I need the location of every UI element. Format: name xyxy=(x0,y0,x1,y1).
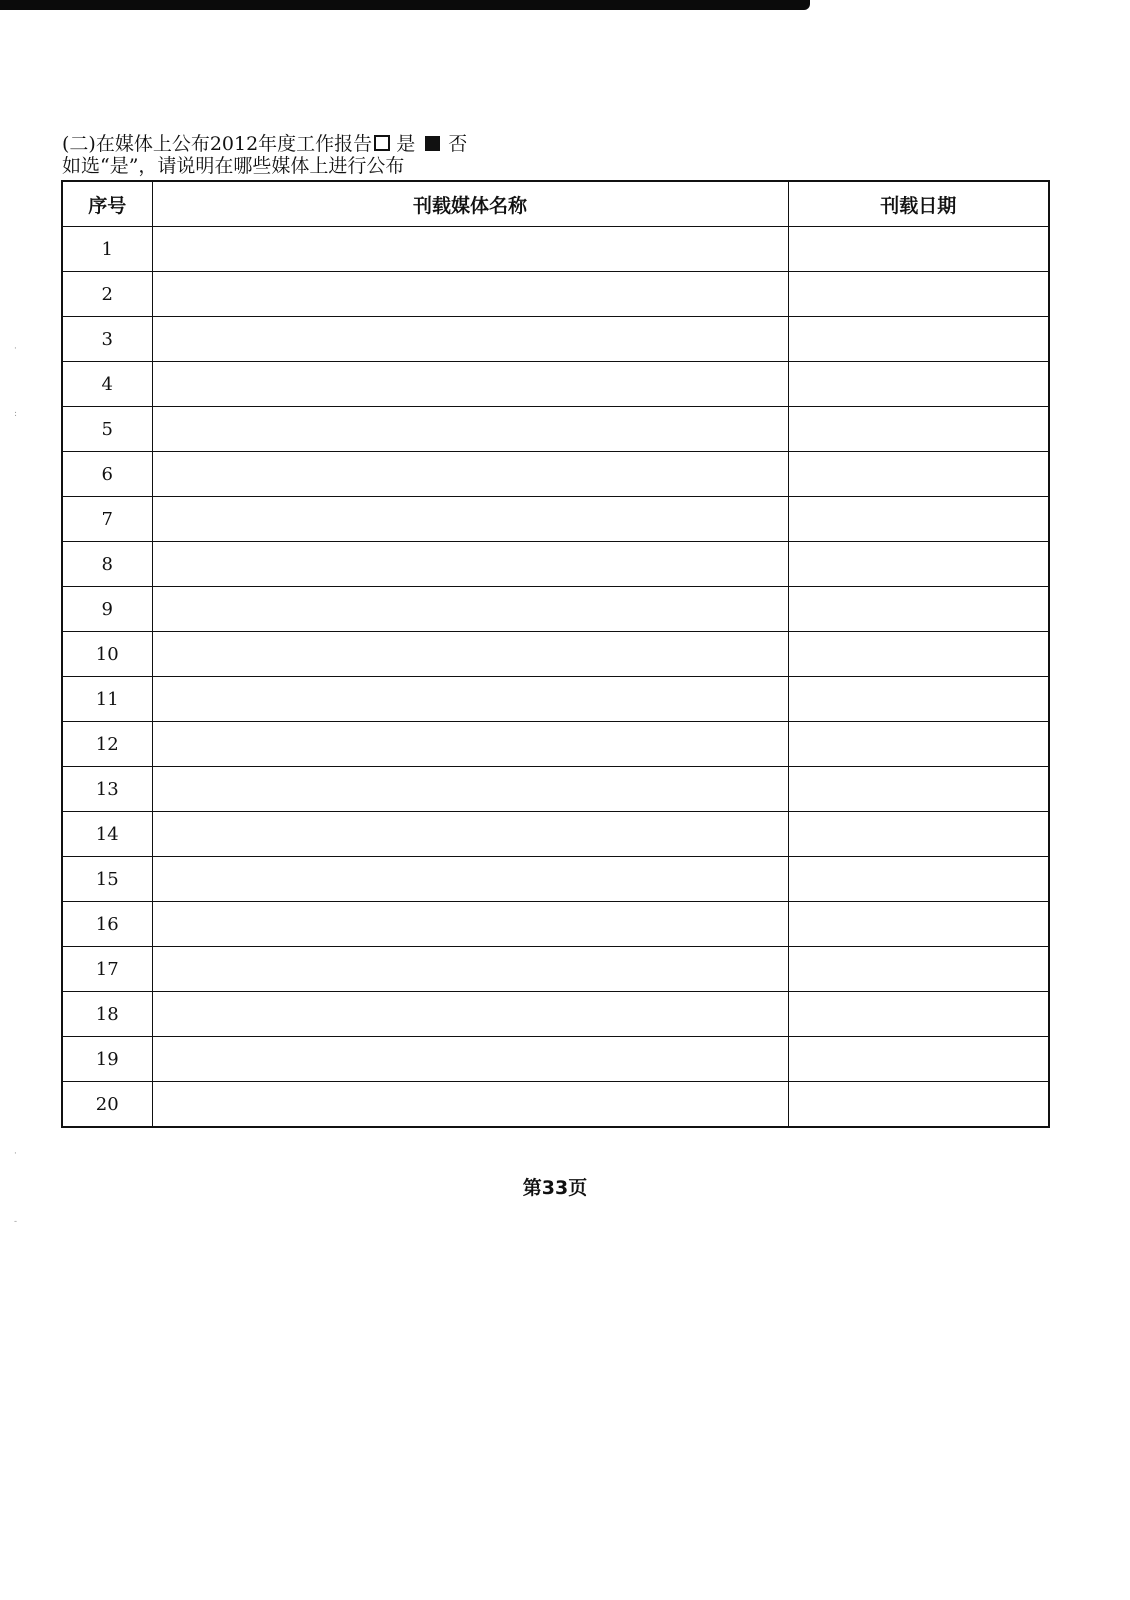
table-header-row xyxy=(62,181,1049,227)
row-number-cell: 16 xyxy=(62,902,152,947)
publish-date-cell[interactable] xyxy=(788,407,1049,452)
publish-date-cell[interactable] xyxy=(788,227,1049,272)
row-number-cell: 1 xyxy=(62,227,152,272)
table-row xyxy=(62,1037,1049,1082)
row-number-cell: 9 xyxy=(62,587,152,632)
table-row xyxy=(62,362,1049,407)
publish-date-cell[interactable] xyxy=(788,317,1049,362)
table-row xyxy=(62,767,1049,812)
publish-date-cell[interactable] xyxy=(788,722,1049,767)
table-row xyxy=(62,317,1049,362)
row-number-cell: 11 xyxy=(62,677,152,722)
publish-date-cell[interactable] xyxy=(788,812,1049,857)
row-number-cell: 17 xyxy=(62,947,152,992)
column-header-media-name: 刊载媒体名称 xyxy=(152,181,788,227)
publish-date-cell[interactable] xyxy=(788,947,1049,992)
publish-date-cell[interactable] xyxy=(788,587,1049,632)
row-number-cell: 4 xyxy=(62,362,152,407)
table-row xyxy=(62,272,1049,317)
media-name-cell[interactable] xyxy=(152,497,788,542)
publish-date-cell[interactable] xyxy=(788,1082,1049,1128)
row-number-cell: 13 xyxy=(62,767,152,812)
publish-question xyxy=(62,133,467,155)
row-number-cell: 7 xyxy=(62,497,152,542)
publish-date-cell[interactable] xyxy=(788,767,1049,812)
row-number-cell: 3 xyxy=(62,317,152,362)
table-body xyxy=(62,227,1049,1128)
media-name-cell[interactable] xyxy=(152,992,788,1037)
media-name-cell[interactable] xyxy=(152,362,788,407)
table-row xyxy=(62,407,1049,452)
row-number-cell: 6 xyxy=(62,452,152,497)
row-number-cell: 20 xyxy=(62,1082,152,1128)
publish-date-cell[interactable] xyxy=(788,992,1049,1037)
row-number-cell: 10 xyxy=(62,632,152,677)
page-number: 第33页 xyxy=(522,1177,588,1199)
media-name-cell[interactable] xyxy=(152,227,788,272)
scan-speck: · xyxy=(14,344,17,354)
publish-question-text: (二)在媒体上公布2012年度工作报告 xyxy=(62,133,373,155)
media-name-cell[interactable] xyxy=(152,632,788,677)
publish-date-cell[interactable] xyxy=(788,902,1049,947)
table-row xyxy=(62,227,1049,272)
media-publication-table xyxy=(61,180,1050,1128)
table-row xyxy=(62,902,1049,947)
table-row xyxy=(62,587,1049,632)
media-name-cell[interactable] xyxy=(152,272,788,317)
table-row xyxy=(62,452,1049,497)
row-number-cell: 14 xyxy=(62,812,152,857)
media-name-cell[interactable] xyxy=(152,902,788,947)
table-row xyxy=(62,497,1049,542)
row-number-cell: 12 xyxy=(62,722,152,767)
publish-date-cell[interactable] xyxy=(788,632,1049,677)
yes-label: 是 xyxy=(396,133,416,155)
row-number-cell: 19 xyxy=(62,1037,152,1082)
table-row xyxy=(62,1082,1049,1128)
scan-speck: : xyxy=(14,409,18,419)
media-name-cell[interactable] xyxy=(152,767,788,812)
no-label: 否 xyxy=(448,133,468,155)
scan-shadow-edge xyxy=(0,0,810,10)
row-number-cell: 18 xyxy=(62,992,152,1037)
media-name-cell[interactable] xyxy=(152,542,788,587)
column-header-date: 刊载日期 xyxy=(788,181,1049,227)
row-number-cell: 5 xyxy=(62,407,152,452)
column-header-number: 序号 xyxy=(62,181,152,227)
media-name-cell[interactable] xyxy=(152,677,788,722)
publish-date-cell[interactable] xyxy=(788,272,1049,317)
publish-date-cell[interactable] xyxy=(788,1037,1049,1082)
media-name-cell[interactable] xyxy=(152,1037,788,1082)
publish-date-cell[interactable] xyxy=(788,857,1049,902)
table-row xyxy=(62,677,1049,722)
media-name-cell[interactable] xyxy=(152,452,788,497)
publish-date-cell[interactable] xyxy=(788,677,1049,722)
table-row xyxy=(62,542,1049,587)
media-name-cell[interactable] xyxy=(152,317,788,362)
publish-date-cell[interactable] xyxy=(788,452,1049,497)
media-name-cell[interactable] xyxy=(152,812,788,857)
media-name-cell[interactable] xyxy=(152,947,788,992)
table-row xyxy=(62,812,1049,857)
form-section-heading xyxy=(62,133,467,177)
row-number-cell: 15 xyxy=(62,857,152,902)
scan-speck: · xyxy=(14,1149,17,1159)
publish-date-cell[interactable] xyxy=(788,497,1049,542)
row-number-cell: 2 xyxy=(62,272,152,317)
media-name-cell[interactable] xyxy=(152,857,788,902)
yes-checkbox[interactable] xyxy=(374,135,390,151)
table-row xyxy=(62,992,1049,1037)
scan-speck: - xyxy=(14,1217,18,1227)
media-name-cell[interactable] xyxy=(152,722,788,767)
publish-instruction: 如选“是”，请说明在哪些媒体上进行公布 xyxy=(62,155,405,177)
table-row xyxy=(62,632,1049,677)
media-name-cell[interactable] xyxy=(152,407,788,452)
table-row xyxy=(62,722,1049,767)
table-row xyxy=(62,857,1049,902)
publish-date-cell[interactable] xyxy=(788,362,1049,407)
no-checkbox-checked[interactable] xyxy=(425,136,440,151)
row-number-cell: 8 xyxy=(62,542,152,587)
table-row xyxy=(62,947,1049,992)
publish-date-cell[interactable] xyxy=(788,542,1049,587)
media-name-cell[interactable] xyxy=(152,1082,788,1128)
media-name-cell[interactable] xyxy=(152,587,788,632)
